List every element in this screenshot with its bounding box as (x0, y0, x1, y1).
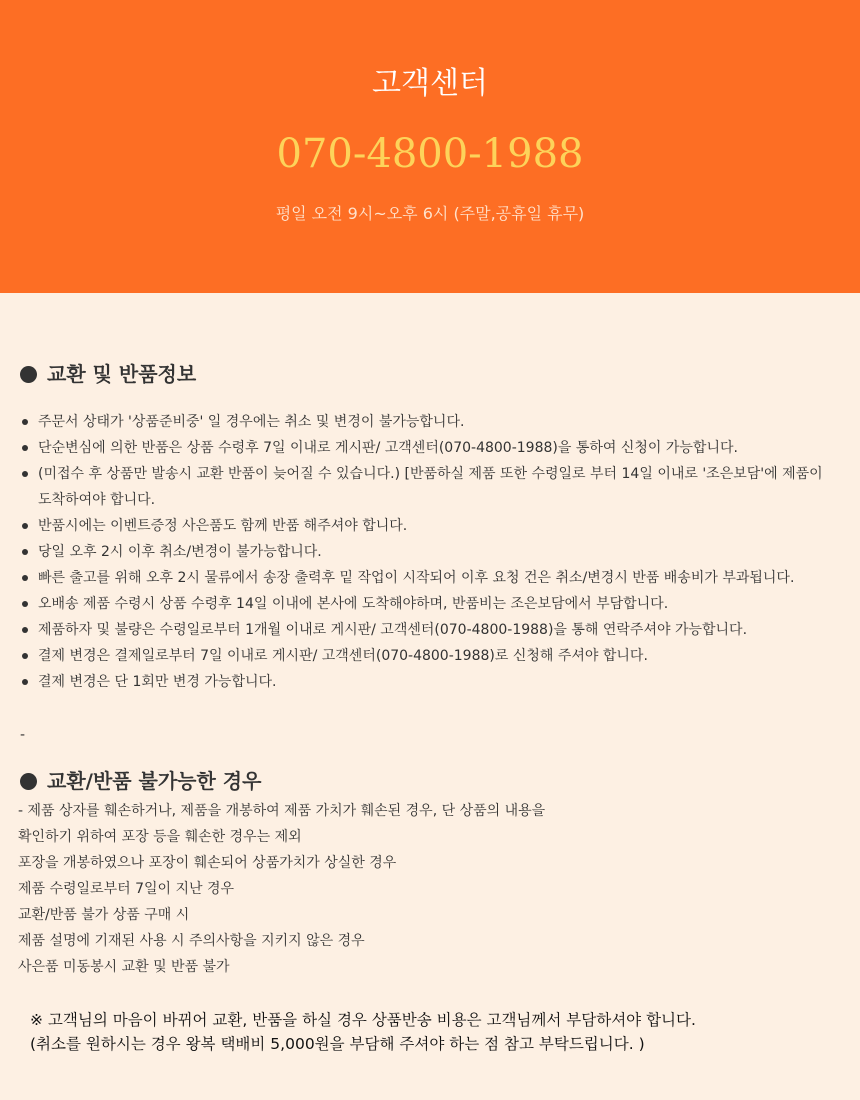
list-item: 주문서 상태가 '상품준비중' 일 경우에는 취소 및 변경이 불가능합니다. (20, 409, 840, 435)
customer-center-header (0, 0, 860, 293)
business-hours: 평일 오전 9시~오후 6시 (주말,공휴일 휴무) (275, 204, 585, 223)
bullet-icon (22, 549, 28, 555)
no-exchange-list (18, 798, 838, 980)
list-item: 제품 설명에 기재된 사용 시 주의사항을 지키지 않은 경우 (18, 933, 365, 949)
bullet-icon (22, 445, 28, 451)
list-item: 사은품 미동봉시 교환 및 반품 불가 (18, 959, 230, 975)
list-item: 포장을 개봉하였으나 포장이 훼손되어 상품가치가 상실한 경우 (18, 855, 397, 871)
list-item: 빠른 출고를 위해 오후 2시 물류에서 송장 출력후 밑 작업이 시작되어 이후 요청 건은 취소/변경시 반품 배송비가 부과됩니다. (20, 565, 840, 591)
customer-center-phone: 070-4800-1988 (276, 131, 584, 177)
list-trailing-dash: - (20, 727, 26, 743)
exchange-info-list (20, 409, 840, 695)
circle-bullet-icon (20, 366, 37, 383)
bullet-icon (22, 575, 28, 581)
bullet-icon (22, 601, 28, 607)
return-cost-notice (30, 1008, 840, 1056)
notice-line: (취소를 원하시는 경우 왕복 택배비 5,000원을 부담해 주셔야 하는 점 참고 부탁드립니다. ) (30, 1035, 645, 1053)
bullet-icon (22, 627, 28, 633)
exchange-info-title: 교환 및 반품정보 (47, 362, 197, 386)
list-item: 확인하기 위하여 포장 등을 훼손한 경우는 제외 (18, 829, 302, 845)
bullet-icon (22, 419, 28, 425)
bullet-icon (22, 679, 28, 685)
no-exchange-title: 교환/반품 불가능한 경우 (47, 769, 262, 793)
policy-content (0, 293, 860, 1100)
list-item: 제품하자 및 불량은 수령일로부터 1개월 이내로 게시판/ 고객센터(070-4800-1988)을 통해 연락주셔야 가능합니다. (20, 617, 840, 643)
list-item: (미접수 후 상품만 발송시 교환 반품이 늦어질 수 있습니다.) [반품하실 제품 또한 수령일로 부터 14일 이내로 '조은보담'에 제품이 도착하여야 합니다. (20, 461, 840, 513)
circle-bullet-icon (20, 773, 37, 790)
bullet-icon (22, 523, 28, 529)
bullet-icon (22, 653, 28, 659)
list-item: 교환/반품 불가 상품 구매 시 (18, 907, 190, 923)
bullet-icon (22, 471, 28, 477)
notice-line: ※ 고객님의 마음이 바뀌어 교환, 반품을 하실 경우 상품반송 비용은 고객님께서 부담하셔야 합니다. (30, 1011, 696, 1029)
customer-center-title: 고객센터 (372, 66, 488, 101)
list-item: 결제 변경은 결제일로부터 7일 이내로 게시판/ 고객센터(070-4800-1988)로 신청해 주셔야 합니다. (20, 643, 840, 669)
list-item: 단순변심에 의한 반품은 상품 수령후 7일 이내로 게시판/ 고객센터(070-4800-1988)을 통하여 신청이 가능합니다. (20, 435, 840, 461)
list-item: 반품시에는 이벤트증정 사은품도 함께 반품 해주셔야 합니다. (20, 513, 840, 539)
list-item: 당일 오후 2시 이후 취소/변경이 불가능합니다. (20, 539, 840, 565)
list-item: 오배송 제품 수령시 상품 수령후 14일 이내에 본사에 도착해야하며, 반품비는 조은보담에서 부담합니다. (20, 591, 840, 617)
no-exchange-heading (20, 767, 261, 795)
list-item: 결제 변경은 단 1회만 변경 가능합니다. (20, 669, 840, 695)
list-item: - 제품 상자를 훼손하거나, 제품을 개봉하여 제품 가치가 훼손된 경우, 단 상품의 내용을 (18, 803, 546, 819)
list-item: 제품 수령일로부터 7일이 지난 경우 (18, 881, 235, 897)
exchange-info-heading (20, 360, 196, 388)
